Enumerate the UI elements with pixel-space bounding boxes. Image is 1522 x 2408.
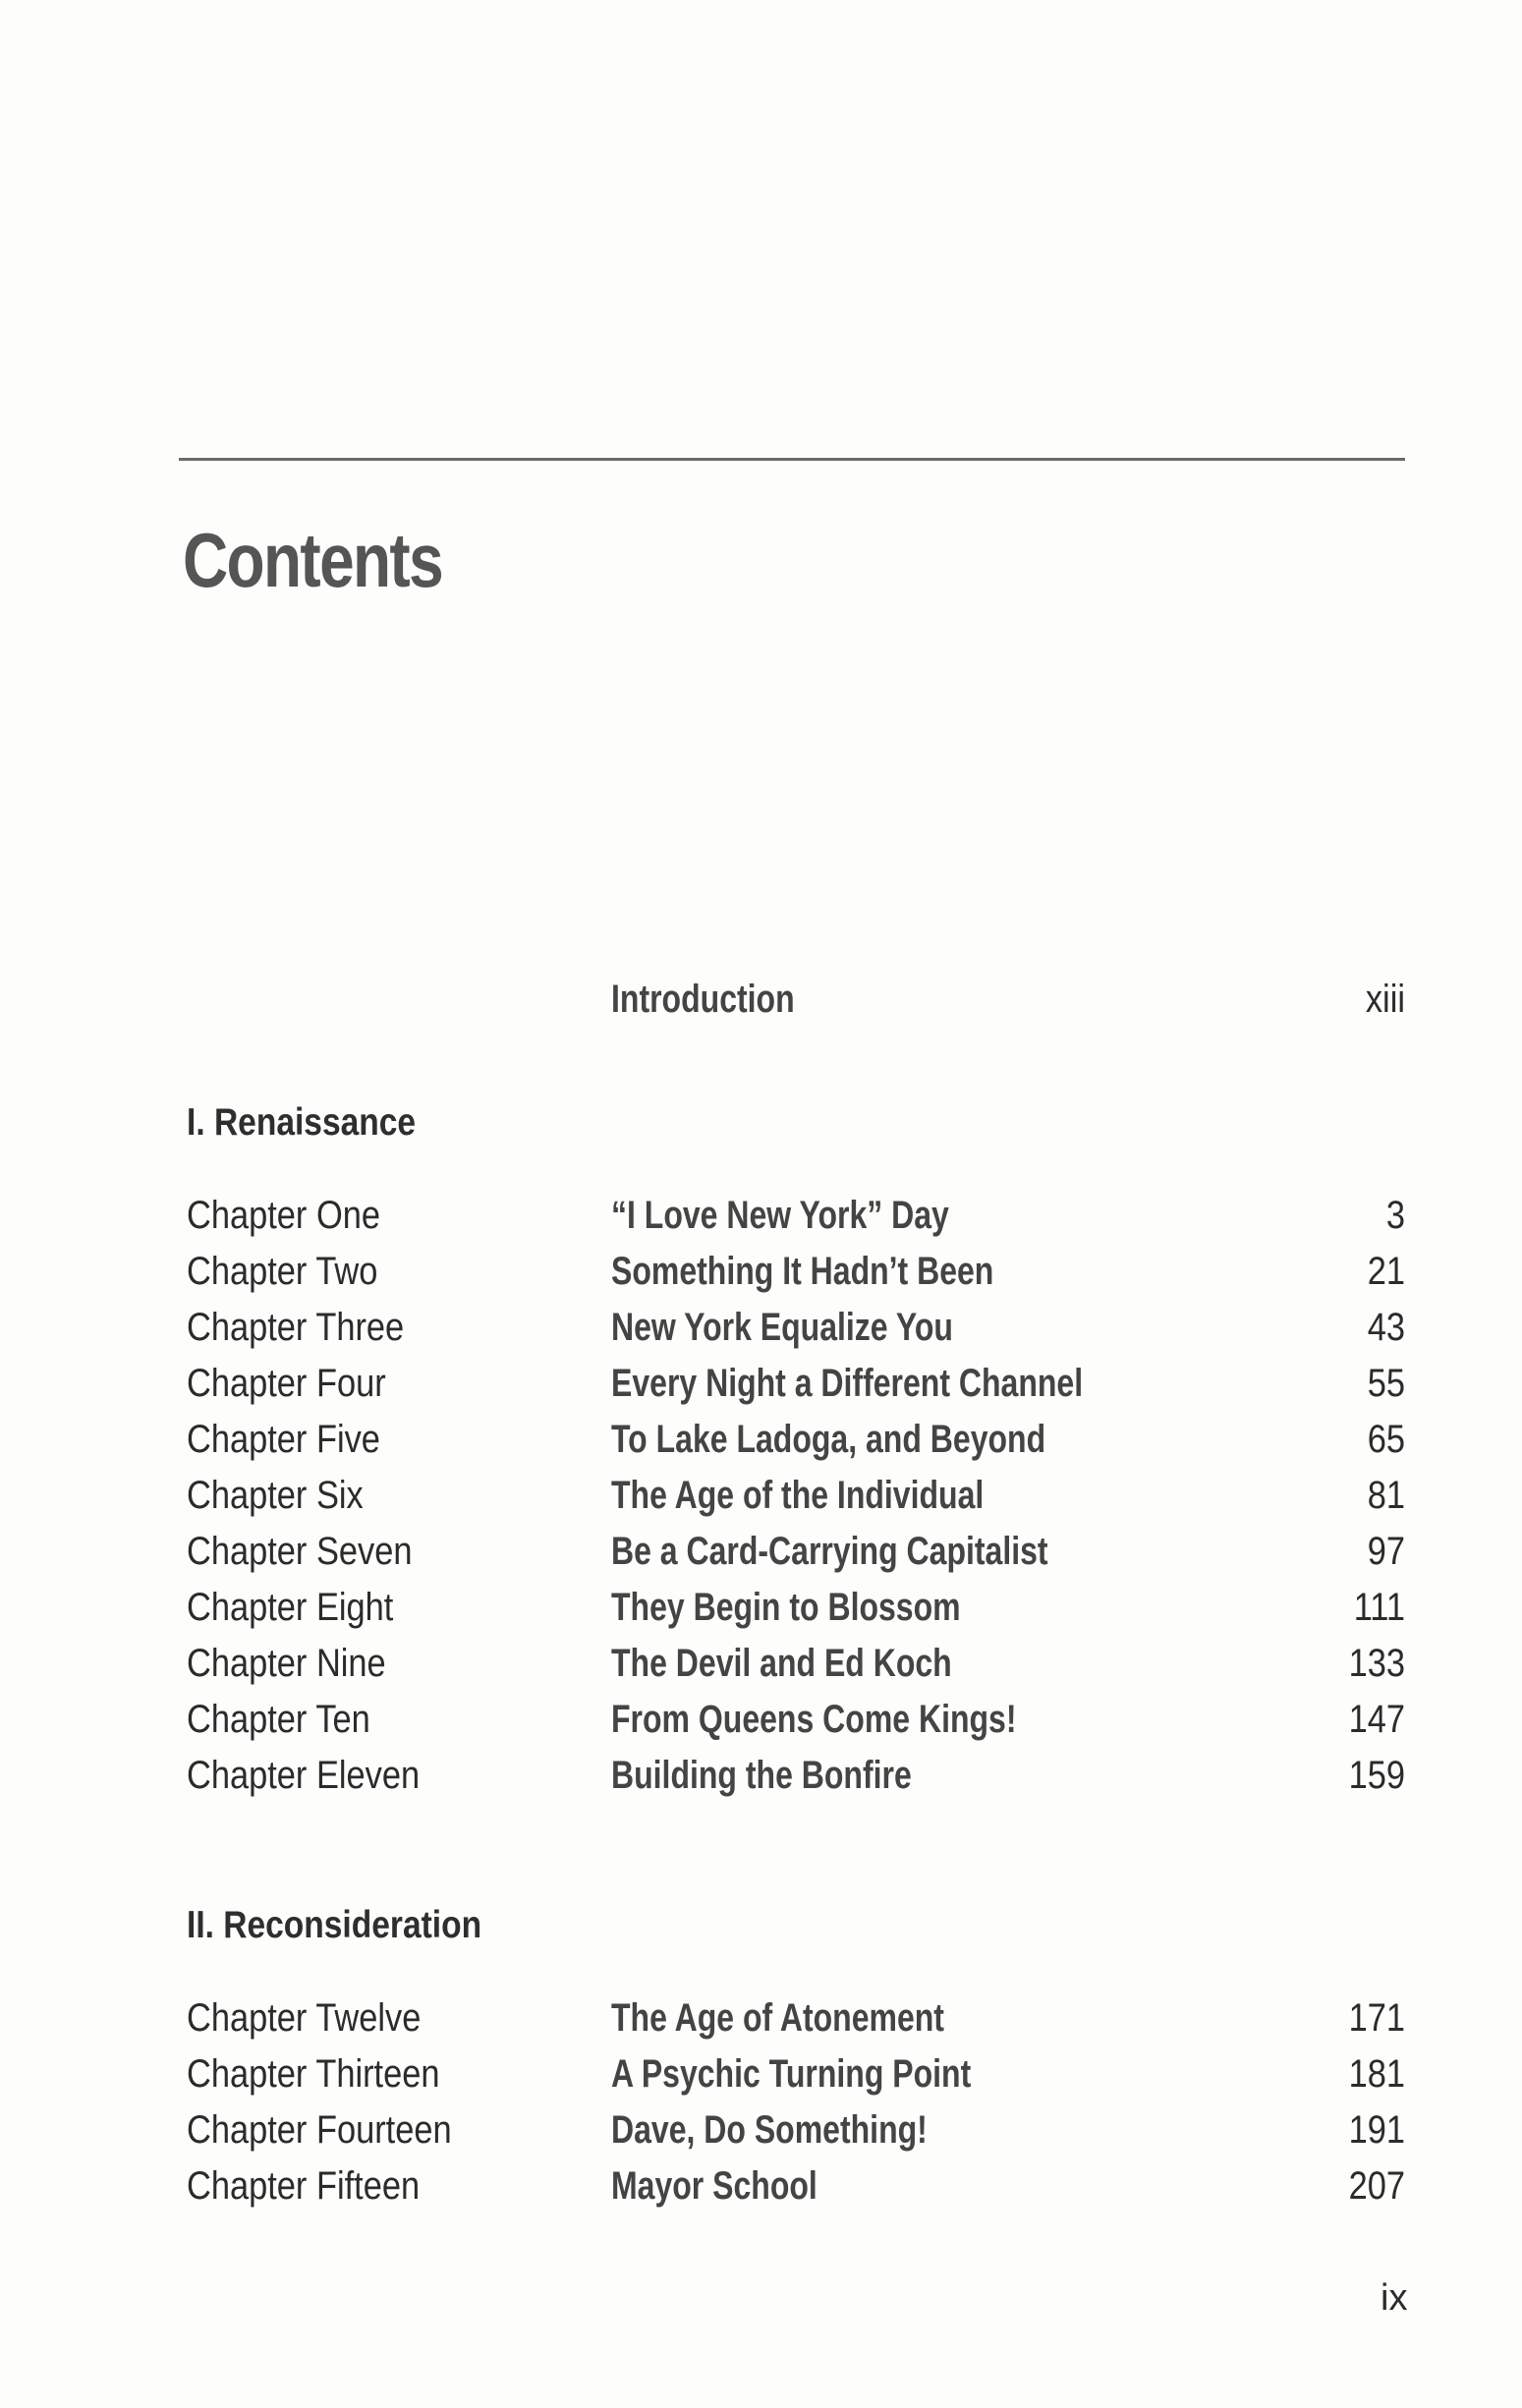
chapter-title: The Age of the Individual	[611, 1474, 985, 1517]
chapter-page: 81	[1367, 1474, 1405, 1517]
toc-entry[interactable]	[0, 1698, 1405, 1747]
chapter-title: New York Equalize You	[611, 1306, 953, 1349]
chapter-page: 133	[1348, 1642, 1405, 1685]
chapter-page: 3	[1385, 1194, 1405, 1237]
chapter-title: Be a Card-Carrying Capitalist	[611, 1530, 1048, 1573]
chapter-page: 21	[1367, 1250, 1405, 1293]
chapter-label: Chapter Twelve	[187, 1996, 422, 2040]
chapter-label: Chapter Six	[187, 1474, 364, 1517]
entry-page: xiii	[1365, 978, 1405, 1021]
header-rule	[179, 458, 1405, 461]
chapter-label: Chapter Nine	[187, 1642, 386, 1685]
part-heading: II. Reconsideration	[187, 1904, 482, 1946]
chapter-title: Every Night a Different Channel	[611, 1362, 1084, 1405]
toc-entry[interactable]	[0, 1250, 1405, 1299]
toc-entry[interactable]	[0, 1642, 1405, 1691]
chapter-page: 147	[1348, 1698, 1405, 1741]
chapter-page: 181	[1348, 2052, 1405, 2096]
chapter-title: From Queens Come Kings!	[611, 1698, 1017, 1741]
chapter-title: Something It Hadn’t Been	[611, 1250, 994, 1293]
chapter-label: Chapter Thirteen	[187, 2052, 440, 2096]
chapter-label: Chapter Four	[187, 1362, 386, 1405]
chapter-label: Chapter Eleven	[187, 1754, 421, 1797]
chapter-title: Building the Bonfire	[611, 1754, 912, 1797]
page-number: ix	[1381, 2277, 1408, 2319]
toc-entry[interactable]	[0, 1530, 1405, 1579]
toc-entry[interactable]	[0, 1586, 1405, 1635]
chapter-page: 159	[1348, 1754, 1405, 1797]
chapter-page: 55	[1367, 1362, 1405, 1405]
entry-title: Introduction	[611, 978, 795, 1021]
chapter-page: 207	[1348, 2164, 1405, 2208]
toc-entry[interactable]	[0, 2108, 1405, 2157]
chapter-title: To Lake Ladoga, and Beyond	[611, 1418, 1046, 1461]
chapter-title: The Age of Atonement	[611, 1996, 944, 2040]
chapter-title: Dave, Do Something!	[611, 2108, 928, 2152]
toc-entry[interactable]	[0, 1362, 1405, 1411]
toc-entry-introduction[interactable]	[0, 978, 1405, 1027]
toc-entry[interactable]	[0, 2052, 1405, 2101]
chapter-page: 191	[1348, 2108, 1405, 2152]
toc-entry[interactable]	[0, 1754, 1405, 1803]
chapter-title: They Begin to Blossom	[611, 1586, 961, 1629]
toc-entry[interactable]	[0, 1474, 1405, 1523]
chapter-page: 111	[1353, 1586, 1405, 1629]
toc-entry[interactable]	[0, 1418, 1405, 1467]
chapter-label: Chapter Ten	[187, 1698, 370, 1741]
toc-entry[interactable]	[0, 2164, 1405, 2213]
chapter-title: “I Love New York” Day	[611, 1194, 949, 1237]
chapter-page: 97	[1367, 1530, 1405, 1573]
chapter-label: Chapter Seven	[187, 1530, 413, 1573]
chapter-label: Chapter Fifteen	[187, 2164, 421, 2208]
chapter-label: Chapter Eight	[187, 1586, 394, 1629]
toc-entry[interactable]	[0, 1194, 1405, 1243]
chapter-label: Chapter Five	[187, 1418, 380, 1461]
chapter-label: Chapter One	[187, 1194, 380, 1237]
chapter-label: Chapter Three	[187, 1306, 405, 1349]
chapter-title: The Devil and Ed Koch	[611, 1642, 952, 1685]
chapter-page: 171	[1348, 1996, 1405, 2040]
chapter-title: A Psychic Turning Point	[611, 2052, 972, 2096]
toc-entry[interactable]	[0, 1996, 1405, 2045]
toc-entry[interactable]	[0, 1306, 1405, 1355]
chapter-title: Mayor School	[611, 2164, 817, 2208]
chapter-label: Chapter Fourteen	[187, 2108, 452, 2152]
part-heading: I. Renaissance	[187, 1101, 417, 1144]
chapter-page: 65	[1367, 1418, 1405, 1461]
page-title: Contents	[183, 517, 443, 603]
chapter-page: 43	[1367, 1306, 1405, 1349]
chapter-label: Chapter Two	[187, 1250, 378, 1293]
